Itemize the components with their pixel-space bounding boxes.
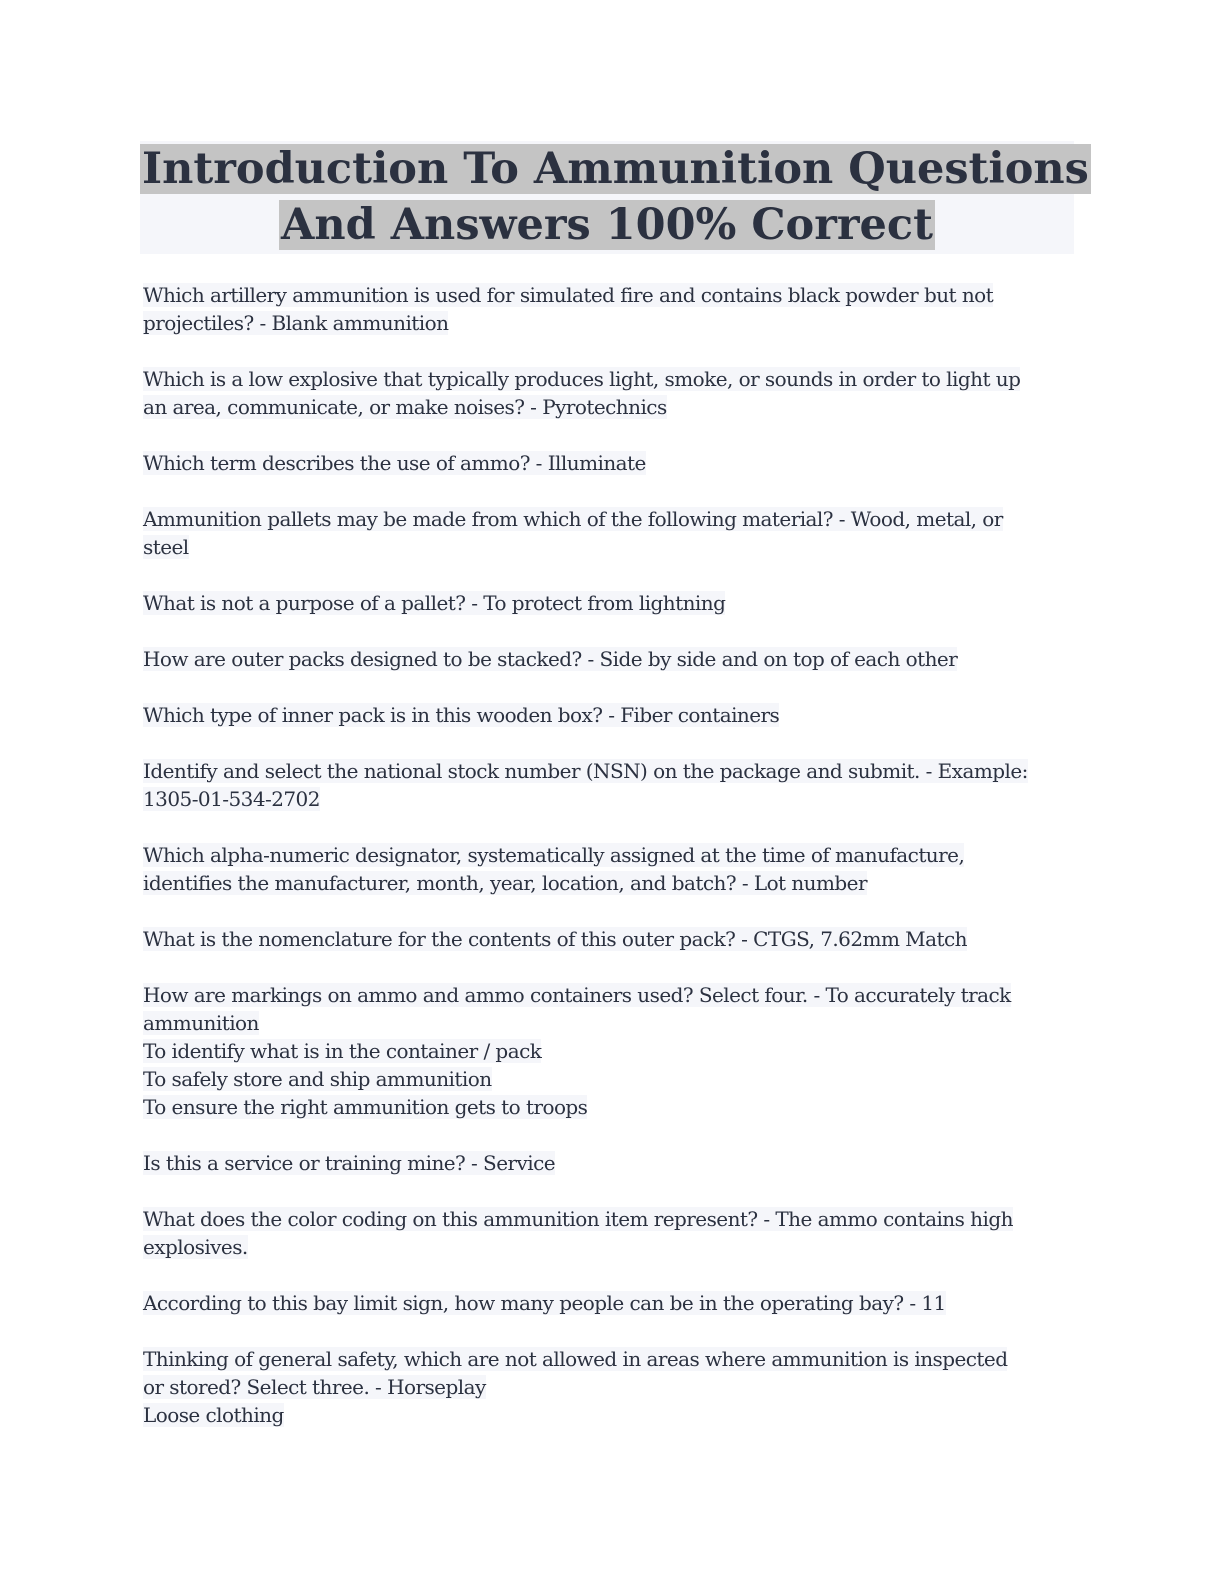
qa-line: Which artillery ammunition is used for simulated fire and contains black powder but not <box>143 283 994 307</box>
title-line-2: And Answers 100% Correct <box>281 200 933 250</box>
qa-item <box>143 365 1078 421</box>
qa-item <box>143 589 1078 617</box>
qa-line: To identify what is in the container / pack <box>143 1039 542 1063</box>
qa-item <box>143 505 1078 561</box>
document-title <box>140 141 1089 254</box>
qa-line: According to this bay limit sign, how many people can be in the operating bay? - 11 <box>143 1291 946 1315</box>
qa-line: identifies the manufacturer, month, year, location, and batch? - Lot number <box>143 871 867 895</box>
qa-line: To safely store and ship ammunition <box>143 1067 492 1091</box>
qa-item <box>143 1289 1078 1317</box>
qa-line: an area, communicate, or make noises? - Pyrotechnics <box>143 395 667 419</box>
qa-item <box>143 841 1078 897</box>
qa-item <box>143 701 1078 729</box>
qa-line: Which alpha-numeric designator, systematically assigned at the time of manufacture, <box>143 843 965 867</box>
qa-item <box>143 1205 1078 1261</box>
qa-line: projectiles? - Blank ammunition <box>143 311 449 335</box>
qa-line: How are outer packs designed to be stacked? - Side by side and on top of each other <box>143 647 958 671</box>
qa-item <box>143 1149 1078 1177</box>
qa-item <box>143 981 1078 1121</box>
qa-item <box>143 757 1078 813</box>
qa-line: steel <box>143 535 189 559</box>
qa-line: 1305-01-534-2702 <box>143 787 320 811</box>
qa-item <box>143 449 1078 477</box>
qa-line: Thinking of general safety, which are not allowed in areas where ammunition is inspected <box>143 1347 1008 1371</box>
qa-line: What is the nomenclature for the contents of this outer pack? - CTGS, 7.62mm Match <box>143 927 967 951</box>
qa-item <box>143 281 1078 337</box>
qa-line: Ammunition pallets may be made from which of the following material? - Wood, metal, or <box>143 507 1003 531</box>
qa-line: ammunition <box>143 1011 259 1035</box>
title-line-1: Introduction To Ammunition Questions <box>142 144 1089 194</box>
qa-item <box>143 645 1078 673</box>
qa-line: Identify and select the national stock number (NSN) on the package and submit. - Example: <box>143 759 1028 783</box>
qa-line: What does the color coding on this ammunition item represent? - The ammo contains high <box>143 1207 1013 1231</box>
qa-line: Which type of inner pack is in this wooden box? - Fiber containers <box>143 703 780 727</box>
qa-line: Is this a service or training mine? - Service <box>143 1151 556 1175</box>
qa-line: To ensure the right ammunition gets to troops <box>143 1095 588 1119</box>
qa-line: Loose clothing <box>143 1403 284 1427</box>
qa-line: Which term describes the use of ammo? - Illuminate <box>143 451 646 475</box>
qa-line: Which is a low explosive that typically produces light, smoke, or sounds in order to light up <box>143 367 1021 391</box>
qa-line: explosives. <box>143 1235 248 1259</box>
qa-item <box>143 925 1078 953</box>
qa-list <box>143 281 1078 1457</box>
qa-line: How are markings on ammo and ammo containers used? Select four. - To accurately track <box>143 983 1011 1007</box>
qa-line: What is not a purpose of a pallet? - To protect from lightning <box>143 591 726 615</box>
qa-line: or stored? Select three. - Horseplay <box>143 1375 486 1399</box>
qa-item <box>143 1345 1078 1429</box>
